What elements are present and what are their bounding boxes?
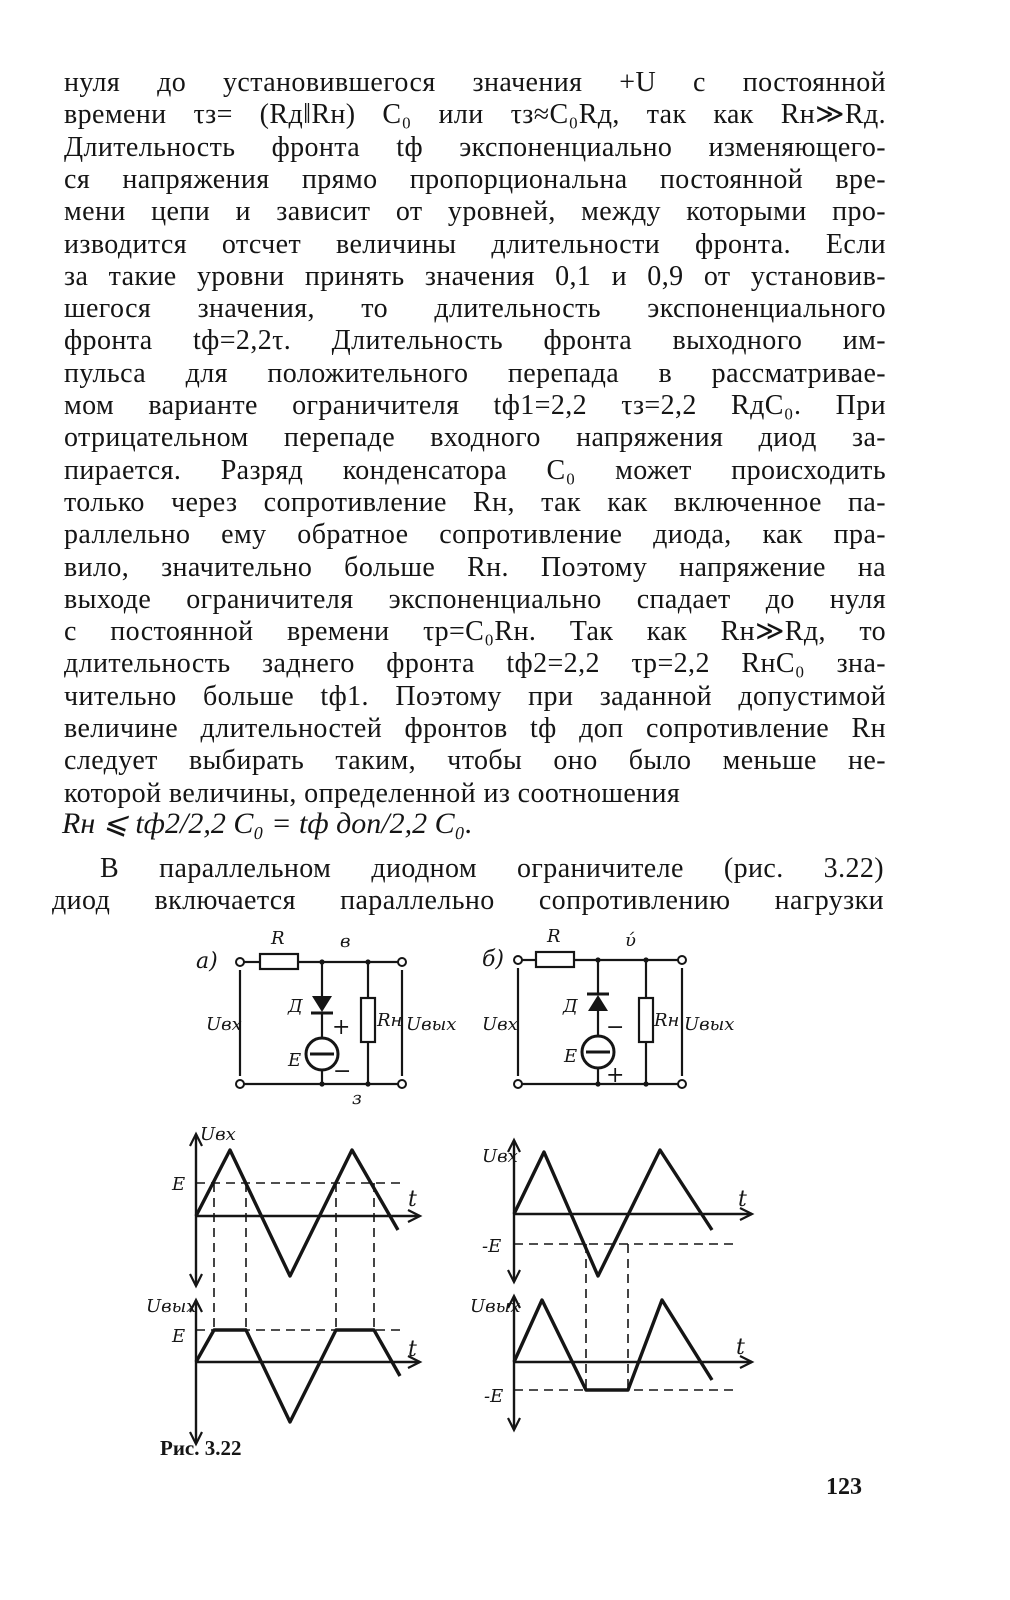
diode-label: Д <box>288 996 303 1017</box>
output-terminal-top <box>398 958 406 966</box>
level-label-out: -E <box>484 1386 504 1407</box>
source-minus: − <box>606 1015 625 1040</box>
graph-in-y-label: Uвх <box>200 1124 236 1145</box>
resistor-label: R <box>547 926 561 947</box>
text-line: величине длительностей фронтов tф доп сопротивление Rн <box>64 713 886 744</box>
level-label-out: E <box>172 1326 186 1347</box>
time-label-out: t <box>408 1337 417 1362</box>
diode-symbol <box>588 995 608 1011</box>
text-line: ся напряжения прямо пропорциональна постоянной вре- <box>64 163 886 195</box>
text-line: только через сопротивление Rн, так как включенное па- <box>64 486 886 518</box>
text-line: изводится отсчет величины длительности фронта. Если <box>64 228 886 260</box>
input-voltage-label: Uвх <box>482 1014 518 1035</box>
output-waveform <box>196 1330 400 1422</box>
resistor-r <box>536 952 574 967</box>
text-line: которой величины, определенной из соотношения <box>64 777 681 809</box>
text-line: выходе ограничителя экспоненциально спадает до нуля <box>64 583 886 615</box>
circuit-a <box>196 928 456 1109</box>
diode-symbol <box>312 996 332 1012</box>
time-label-in: t <box>408 1187 417 1212</box>
load-resistor <box>639 998 653 1042</box>
output-terminal-bottom <box>398 1080 406 1088</box>
input-waveform <box>196 1150 398 1276</box>
figure-caption: Рис. 3.22 <box>160 1436 242 1460</box>
text-line: нуля до установившегося значения +U с постоянной <box>64 67 886 98</box>
graph-in-y-label: Uвх <box>482 1146 518 1167</box>
source-label: E <box>564 1046 578 1067</box>
graph-out-y-label: Uвых <box>146 1296 197 1317</box>
circuit-b <box>482 926 734 1088</box>
time-label-out: t <box>736 1335 745 1360</box>
node-bottom-label: з <box>352 1088 362 1109</box>
formula: Rн ⩽ tф2/2,2 C₀ = tф доп/2,2 C₀. <box>62 807 473 840</box>
diode-label: Д <box>563 996 578 1017</box>
paragraph-line: диод включается параллельно сопротивлению нагрузки <box>52 885 884 916</box>
page-number: 123 <box>826 1474 862 1500</box>
source-plus: + <box>606 1063 625 1088</box>
source-plus: + <box>332 1015 351 1040</box>
output-voltage-label: Uвых <box>406 1014 457 1035</box>
node-top-label: в <box>340 931 351 952</box>
text-line: с постоянной времени τр=C₀Rн. Так как Rн≫Rд, то <box>64 616 886 648</box>
load-label: Rн <box>654 1010 680 1031</box>
text-line: отрицательном перепаде входного напряжения диод за- <box>64 422 886 454</box>
text-line: шегося значения, то длительность экспоненциального <box>64 293 886 325</box>
node-top-label: ύ <box>625 930 636 951</box>
load-label: Rн <box>377 1010 403 1031</box>
text-line: раллельно ему обратное сопротивление диода, как пра- <box>64 519 886 551</box>
waveforms-b <box>470 1140 752 1430</box>
input-terminal-top <box>236 958 244 966</box>
text-line: пирается. Разряд конденсатора C₀ может происходить <box>64 454 886 486</box>
text-line: пульса для положительного перепада в рассматривае- <box>64 357 886 389</box>
text-line: вило, значительно больше Rн. Поэтому напряжение на <box>64 551 886 583</box>
time-label-in: t <box>738 1187 747 1212</box>
text-line: чительно больше tф1. Поэтому при заданной допустимой <box>64 680 886 712</box>
resistor-label: R <box>271 928 285 949</box>
graph-out-y-label: Uвых <box>470 1296 521 1317</box>
source-label: E <box>288 1050 302 1071</box>
circuit-a-label: а) <box>196 949 218 974</box>
text-line: мени цепи и зависит от уровней, между которыми про- <box>64 196 886 228</box>
input-voltage-label: Uвх <box>206 1014 242 1035</box>
circuit-b-label: б) <box>482 947 505 972</box>
waveforms-a <box>146 1124 420 1444</box>
text-line: фронта tф=2,2τ. Длительность фронта выходного им- <box>64 325 886 357</box>
resistor-r <box>260 954 298 969</box>
text-line: времени τз= (Rд‖Rн) C₀ или τз≈C₀Rд, так как Rн≫Rд. <box>64 99 886 131</box>
text-line: за такие уровни принять значения 0,1 и 0,9 от установив- <box>64 260 886 292</box>
paragraph-line: В параллельном диодном ограничителе (рис. 3.22) <box>100 853 884 884</box>
level-label-in: -E <box>482 1236 502 1257</box>
level-label-in: E <box>172 1174 186 1195</box>
text-line: Длительность фронта tф экспоненциально изменяющего- <box>64 131 886 163</box>
text-line: длительность заднего фронта tф2=2,2 τр=2,2 RнC₀ зна- <box>64 648 886 680</box>
source-minus: − <box>333 1059 352 1084</box>
text-line: мом варианте ограничителя tф1=2,2 τз=2,2 RдC₀. При <box>64 390 886 421</box>
output-voltage-label: Uвых <box>684 1014 735 1035</box>
text-line: следует выбирать таким, чтобы оно было меньше не- <box>64 745 886 777</box>
input-terminal-bottom <box>236 1080 244 1088</box>
output-waveform <box>514 1300 712 1390</box>
load-resistor <box>361 998 375 1042</box>
